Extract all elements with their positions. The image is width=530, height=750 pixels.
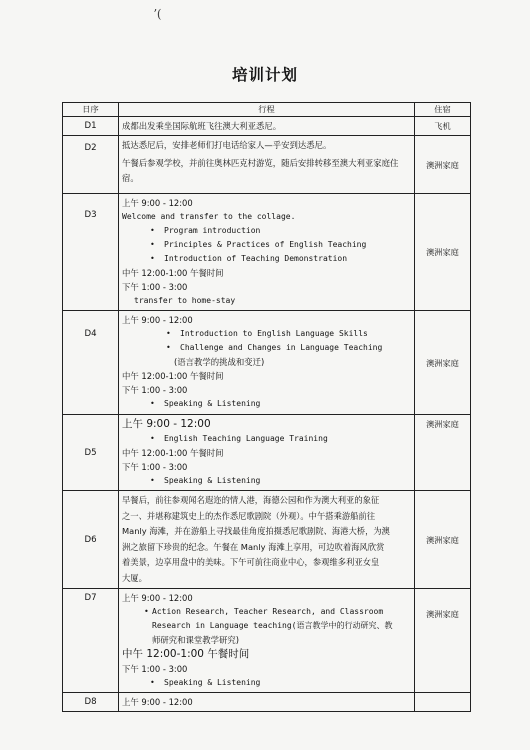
plan-line: 抵达悉尼后，安排老师们打电话给家人—乎安到达悉尼。: [122, 140, 332, 150]
lunch-time: 中午 12:00-1:00 午餐时间: [122, 448, 224, 458]
morning-time: 上午 9:00 - 12:00: [122, 198, 193, 208]
stay-cell: 澳洲家庭: [415, 415, 471, 491]
plan-line: Manly 海滩，并在游船上寻找最佳角度拍摄悉尼歌剧院、海港大桥，为澳: [122, 526, 390, 536]
plan-line: 大厦。: [122, 572, 147, 583]
day-cell: D7: [63, 589, 119, 693]
scan-mark: ʼ(: [153, 7, 162, 21]
plan-line: 着美景，边享用盘中的美味。下午可前往商业中心，参观维多利亚女皇: [122, 557, 380, 567]
table-row: [63, 136, 471, 194]
plan-cell: [119, 415, 415, 491]
stay-cell: 飞机: [415, 117, 471, 136]
stay-cell: 澳洲家庭: [415, 194, 471, 311]
afternoon-time: 下午 1:00 - 3:00: [122, 385, 188, 395]
stay-cell: 澳洲家庭: [415, 491, 471, 589]
afternoon-time: 下午 1:00 - 3:00: [122, 664, 188, 674]
plan-line: 洲之旅留下珍贵的纪念。午餐在 Manly 海滩上享用，可边吹着海风欣赏: [122, 541, 385, 552]
morning-time: 上午 9:00 - 12:00: [122, 418, 211, 430]
table-row: [63, 311, 471, 415]
stay-cell: [415, 693, 471, 712]
plan-line: 午餐后参观学校，并前往奥林匹克村游览，随后安排转移至澳大利亚家庭住宿。: [122, 157, 399, 183]
afternoon-time: 下午 1:00 - 3:00: [122, 462, 188, 472]
table-row: [63, 589, 471, 693]
bullet-item: • English Teaching Language Training: [150, 434, 328, 443]
table-row: [63, 693, 471, 712]
bullet-item-continued: 师研究和课堂教学研究): [152, 635, 240, 645]
plan-cell: [119, 136, 415, 194]
plan-line: 早餐后，前往参观闻名遐迩的情人港，海德公园和作为澳大利亚的象征: [122, 495, 380, 505]
intro-line: Welcome and transfer to the collage.: [122, 212, 296, 221]
afternoon-time: 下午 1:00 - 3:00: [122, 282, 188, 292]
header-stay: 住宿: [415, 103, 471, 117]
document-title: 培训计划: [231, 66, 298, 84]
bullet-item: • Action Research, Teacher Research, and Classroom: [144, 607, 384, 616]
morning-time: 上午 9:00 - 12:00: [122, 315, 193, 325]
day-cell: D6: [63, 491, 119, 589]
table-row: [63, 117, 471, 136]
bullet-item: • Speaking & Listening: [150, 678, 261, 687]
stay-cell: 澳洲家庭: [415, 589, 471, 693]
plan-line: 之一、并堪称建筑史上的杰作悉尼歌剧院（外观）。中午搭乘游船前往: [122, 510, 376, 521]
plan-cell: [119, 194, 415, 311]
plan-cell: 成都出发乘坐国际航班飞往澳大利亚悉尼。: [119, 117, 415, 136]
bullet-item: • Challenge and Changes in Language Teaching: [166, 343, 383, 352]
morning-time: 上午 9:00 - 12:00: [122, 697, 193, 707]
day-cell: D2: [63, 136, 119, 194]
morning-time: 上午 9:00 - 12:00: [122, 593, 193, 603]
day-cell: D1: [63, 117, 119, 136]
training-schedule-table: [62, 102, 471, 712]
header-day: 日序: [63, 103, 119, 117]
bullet-item: • Introduction to English Language Skills: [166, 329, 368, 338]
day-cell: D4: [63, 311, 119, 415]
cn-note: (语言教学的挑战和变迁): [174, 357, 265, 367]
transfer-line: transfer to home-stay: [134, 296, 236, 305]
lunch-time: 中午 12:00-1:00 午餐时间: [122, 371, 224, 381]
lunch-time: 中午 12:00-1:00 午餐时间: [122, 268, 224, 278]
bullet-item: • Speaking & Listening: [150, 399, 261, 408]
plan-cell: [119, 693, 415, 712]
stay-cell: 澳洲家庭: [415, 136, 471, 194]
bullet-item-continued: Research in Language teaching(语言教学中的行动研究、教: [152, 621, 393, 630]
stay-cell: 澳洲家庭: [415, 311, 471, 415]
plan-cell: [119, 311, 415, 415]
plan-cell: [119, 589, 415, 693]
bullet-item: • Speaking & Listening: [150, 476, 261, 485]
bullet-item: • Principles & Practices of English Teaching: [150, 240, 367, 249]
day-cell: D5: [63, 415, 119, 491]
table-row: [63, 415, 471, 491]
table-row: [63, 491, 471, 589]
bullet-item: • Introduction of Teaching Demonstration: [150, 254, 348, 263]
day-cell: D8: [63, 693, 119, 712]
table-header-row: [63, 103, 471, 117]
header-plan: 行程: [119, 103, 415, 117]
day-cell: D3: [63, 194, 119, 311]
bullet-item: • Program introduction: [150, 226, 261, 235]
table-row: [63, 194, 471, 311]
lunch-time: 中午 12:00-1:00 午餐时间: [122, 648, 250, 660]
plan-cell: [119, 491, 415, 589]
